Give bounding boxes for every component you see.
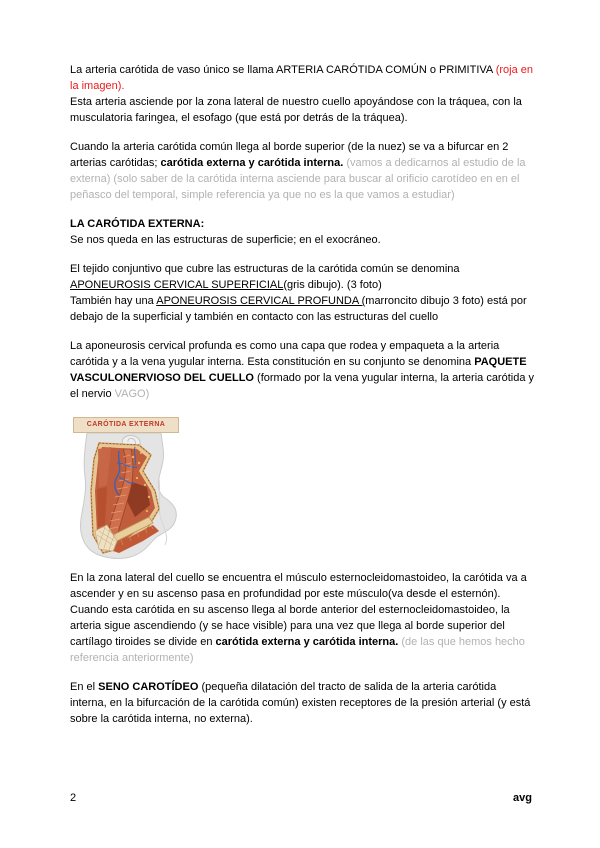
text-segment-underline: APONEUROSIS CERVICAL SUPERFICIAL: [70, 279, 284, 291]
paragraph-bifurcacion: [70, 139, 534, 203]
document-body: [70, 62, 534, 740]
text-segment: La arteria carótida de vaso único se llama ARTERIA CARÓTIDA COMÚN o PRIMITIVA: [70, 64, 496, 76]
text-segment: En la zona lateral del cuello se encuentra el músculo esternocleidomastoideo, la carótida va a ascender y en su ascenso pasa en profundidad por este músculo(va desde el esternón). Cuando esta carótida en su ascenso llega al borde anterior del esternocleidomastoideo, la arteria sigue ascendiendo (y se hace visible) para una vez que llega al borde superior del cartílago tiroides se divide en: [70, 572, 527, 648]
text-segment: (formado por la vena yugular interna, la arteria carótida y el nervio: [70, 372, 535, 400]
text-segment-bold: carótida externa y carótida interna.: [160, 157, 347, 169]
text-segment: marroncito dibujo 3 foto) está por debajo de la superficial y también en contacto con las estructuras del cuello: [70, 295, 527, 323]
neck-anatomy-illustration: [73, 433, 179, 563]
text-segment-gray: (de las que hemos hecho referencia anteriormente): [70, 636, 525, 664]
text-segment-bold: SENO CAROTÍDEO: [98, 681, 202, 693]
section-heading: LA CARÓTIDA EXTERNA:: [70, 218, 205, 230]
author-initials: avg: [513, 792, 532, 804]
text-segment-red: (roja en la imagen).: [70, 64, 533, 92]
section-carotida-externa: [70, 216, 534, 248]
paragraph-esternocleidomastoideo: [70, 570, 534, 666]
paragraph-paquete-vasculonervioso: [70, 338, 534, 402]
text-segment: También hay una: [70, 295, 157, 307]
paragraph-seno-carotideo: [70, 679, 534, 727]
text-segment: En el: [70, 681, 99, 693]
paragraph-aponeurosis: [70, 261, 534, 325]
text-segment-gray: VAGO): [114, 388, 150, 400]
text-segment: El tejido conjuntivo que cubre las estructuras de la carótida común se denomina: [70, 263, 460, 275]
text-segment: La aponeurosis cervical profunda es como una capa que rodea y empaqueta a la arteria carótida y a la vena yugular interna. Esta constitución en su conjunto se denomina: [70, 340, 500, 368]
text-segment-bold: carótida externa y carótida interna.: [215, 636, 402, 648]
figure-caption-banner: [73, 417, 179, 433]
text-segment: Esta arteria asciende por la zona lateral de nuestro cuello apoyándose con la tráquea, con la musculatoria faringea, el esofago (que está por detrás de la tráquea).: [70, 96, 522, 124]
paragraph-carotida-comun: [70, 62, 534, 126]
text-segment: Se nos queda en las estructuras de superficie; en el exocráneo.: [70, 234, 381, 246]
text-segment: Cuando la arteria carótida común llega al borde superior (de la nuez) se va a bifurcar en 2 arterias carótidas;: [70, 141, 509, 169]
text-segment-gray: (vamos a dedicarnos al estudio de la externa) (solo saber de la carótida interna asciende para buscar al orificio carotídeo en en el peñasco del temporal, simple referencia ya que no es la que vamos a estudiar): [70, 157, 526, 201]
text-segment-bold: PAQUETE VASCULONERVIOSO DEL CUELLO: [70, 356, 527, 384]
text-segment: (gris dibujo). (3 foto): [283, 279, 382, 291]
text-segment-underline: APONEUROSIS CERVICAL PROFUNDA (: [156, 295, 366, 307]
page-number: 2: [70, 792, 77, 804]
figure-caption: CARÓTIDA EXTERNA: [86, 421, 166, 428]
page-footer: [70, 790, 532, 806]
text-segment: (pequeña dilatación del tracto de salida de la arteria carótida interna, en la bifurcación de la carótida común) existen receptores de la presión arterial (y está sobre la carótida interna, no externa).: [70, 681, 531, 725]
figure-carotida-externa: [73, 417, 179, 563]
